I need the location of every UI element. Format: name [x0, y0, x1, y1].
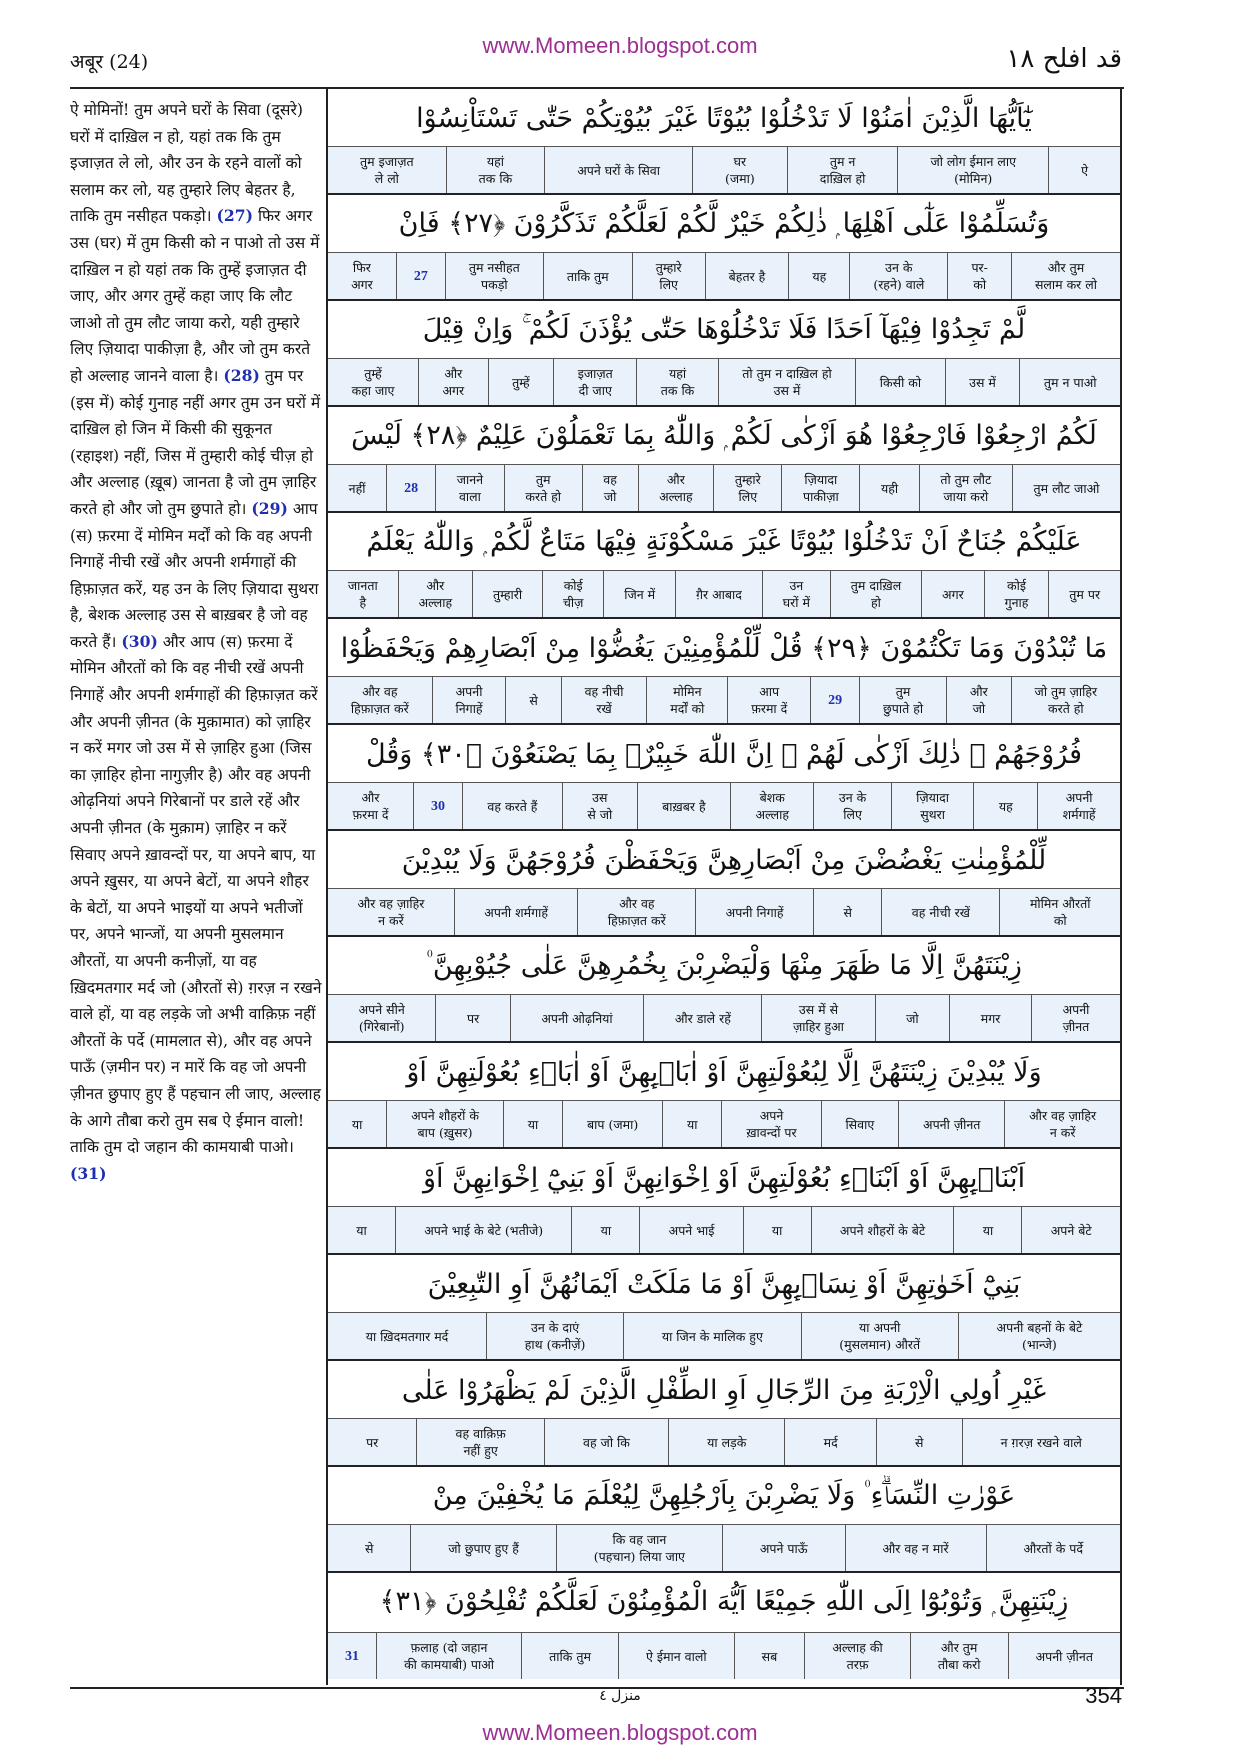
word-translation-row — [328, 782, 1120, 829]
word-meaning-cell: तुम्हारी — [472, 571, 542, 617]
word-meaning-cell: जानने वाला — [435, 465, 504, 511]
verse-number-cell: 30 — [413, 783, 462, 829]
translation-passage — [70, 500, 319, 651]
word-meaning-cell: वह नीची रखें — [561, 677, 647, 723]
arabic-line: فُرُوْجَهُمْ ۭ ذٰلِكَ اَزْكٰى لَهُمْ ۭ اِنَّ اللّٰهَ خَبِيْرٌۢ بِمَا يَصْنَعُوْنَ ﴿٣٠﴾ وَقُلْ — [365, 738, 1083, 770]
verse-line-block — [328, 1149, 1120, 1255]
word-meaning-cell: तुम दाख़िल हो — [830, 571, 921, 617]
word-meaning-cell: मोमिन मर्दों को — [646, 677, 727, 723]
hindi-translation-column — [70, 97, 322, 1187]
arabic-line: وَلَا يُبْدِيْنَ زِيْنَتَهُنَّ اِلَّا لِبُعُوْلَتِهِنَّ اَوْ اٰبَاۗىِٕهِنَّ اَوْ اٰبَاۗءِ بُعُوْلَتِهِنَّ اَوْ — [406, 1056, 1042, 1088]
word-meaning-cell: या — [953, 1207, 1021, 1253]
word-translation-row — [328, 1100, 1120, 1147]
word-meaning-cell: अपनी ज़ीनत — [898, 1101, 1004, 1147]
word-translation-row — [328, 1312, 1120, 1359]
translation-passage — [70, 633, 322, 1183]
word-meaning-cell: कि वह जान (पहचान) लिया जाए — [556, 1525, 722, 1571]
word-meaning-cell: बेहतर है — [705, 253, 789, 299]
verse-line-block — [328, 513, 1120, 619]
word-meaning-cell: और डाले रहें — [643, 995, 761, 1041]
word-meaning-cell: जो तुम ज़ाहिर करते हो — [1011, 677, 1120, 723]
word-meaning-cell: तुम लौट जाओ — [1012, 465, 1120, 511]
verse-line-block — [328, 1255, 1120, 1361]
word-meaning-cell: या — [743, 1207, 811, 1253]
word-meaning-cell: ताकि तुम — [521, 1633, 618, 1679]
word-meaning-cell: ऐ — [1048, 147, 1120, 193]
word-meaning-cell: पर- को — [947, 253, 1011, 299]
word-meaning-cell: औरतों के पर्दे — [986, 1525, 1120, 1571]
verse-line-block — [328, 1043, 1120, 1149]
word-meaning-cell: वह जो — [582, 465, 638, 511]
word-meaning-cell: और अल्लाह — [398, 571, 472, 617]
word-meaning-cell: फिर अगर — [351, 260, 373, 292]
word-meaning-cell: यह — [788, 253, 849, 299]
verse-line-block — [328, 195, 1120, 301]
word-meaning-cell: तुम न दाख़िल हो — [787, 147, 898, 193]
word-meaning-cell: से — [876, 1419, 962, 1465]
word-meaning-cell: अपने शौहरों के बेटे — [811, 1207, 954, 1253]
verse-number: (30) — [121, 631, 158, 651]
word-meaning-cell: जो लोग ईमान लाए (मोमिन) — [897, 147, 1048, 193]
verse-line-block — [328, 1573, 1120, 1679]
arabic-line: اَبْنَاۗىِٕهِنَّ اَوْ اَبْنَاۗءِ بُعُوْلَتِهِنَّ اَوْ اِخْوَانِهِنَّ اَوْ بَنِيْٓ اِخْوَانِهِنَّ اَوْ — [422, 1162, 1026, 1194]
arabic-line: زِيْنَتِهِنَّ ۭ وَتُوْبُوْٓا اِلَى اللّٰهِ جَمِيْعًا اَيُّهَ الْمُؤْمِنُوْنَ لَعَلَّكُمْ تُفْلِحُوْنَ ﴿٣١﴾ — [379, 1586, 1069, 1617]
word-meaning-cell: और अल्लाह — [638, 465, 714, 511]
word-meaning-cell: या — [503, 1101, 562, 1147]
word-meaning-cell: वह वाक़िफ़ नहीं हुए — [416, 1419, 543, 1465]
word-meaning-cell: जो छुपाए हुए हैं — [410, 1525, 556, 1571]
word-meaning-cell: ज़ियादा सुथरा — [891, 783, 974, 829]
verse-line-block — [328, 1467, 1120, 1573]
verse-number-cell: 29 — [810, 677, 859, 723]
translation-text: आप (स) फ़रमा दें मोमिन मर्दों को कि वह अपनी निगाहें नीची रखें और अपनी शर्मगाहों की हिफ़ाज़त करें, यह उन के लिए ज़ियादा सुथरा है, बेशक अल्लाह उस से बाख़बर है जो वह करते हैं। — [70, 499, 319, 651]
site-url-top[interactable]: www.Momeen.blogspot.com — [482, 33, 758, 58]
word-meaning-cell: तुम छुपाते हो — [859, 677, 946, 723]
word-meaning-cell: यहां तक कि — [446, 147, 545, 193]
verse-number: (31) — [70, 1163, 107, 1183]
word-meaning-cell: तुम इजाज़त ले लो — [360, 154, 414, 186]
word-translation-row — [328, 888, 1120, 935]
word-meaning-cell: अपने बेटे — [1021, 1207, 1120, 1253]
word-translation-row — [328, 994, 1120, 1041]
word-meaning-cell: तुम्हें — [488, 359, 554, 405]
word-meaning-cell: जो — [875, 995, 950, 1041]
word-meaning-cell: बाप (जमा) — [562, 1101, 662, 1147]
word-translation-row — [328, 1524, 1120, 1571]
word-meaning-cell: या लड़के — [668, 1419, 784, 1465]
verse-line-block — [328, 89, 1120, 195]
word-meaning-cell: तो तुम न दाख़िल हो उस में — [718, 359, 855, 405]
word-meaning-cell: और वह हिफ़ाज़त करें — [577, 889, 695, 935]
page-number: 354 — [1085, 1683, 1122, 1708]
word-meaning-cell: तुम्हारे लिए — [632, 253, 705, 299]
word-meaning-cell: ताकि तुम — [543, 253, 632, 299]
translation-text: और आप (स) फ़रमा दें मोमिन औरतों को कि वह नीची रखें अपनी निगाहें और अपनी शर्मगाहों की हिफ़ाज़त करें और अपनी ज़ीनत (के मुक़ामात) को ज़ाहिर न करें मगर जो उस में से ज़ाहिर हुआ (जिस का ज़ाहिर होना नागुज़ीर है) और वह अपनी ओढ़नियां अपने गिरेबानों पर डाले रहें और अपनी ज़ीनत (के मुक़ाम) ज़ाहिर न करें सिवाए अपने ख़ावन्दों पर, या अपने बाप, या अपने ख़ुसर, या अपने बेटों, या अपने शौहर के बेटों, या अपने भाइयों या अपने भतीजों पर, अपने भान्जों, या अपनी मुसलमान औरतों, या अपनी कनीज़ों, या वह ख़िदमतगार मर्द जो (औरतों से) ग़रज़ न रखने वाले हों, या वह लड़के जो अभी वाक़िफ़ नहीं औरतों के पर्दे (मामलात से), और वह अपने पाऊँ (ज़मीन पर) न मारें कि वह जो अपनी ज़ीनत छुपाए हुए हैं पहचान ली जाए, अल्लाह के आगे तौबा करो तुम सब ऐ ईमान वालो! ताकि तुम दो जहान की कामयाबी पाओ। — [70, 632, 322, 1157]
word-meaning-cell: अपने भाई के बेटे (भतीजे) — [395, 1207, 571, 1253]
word-meaning-cell: अपनी शर्मगाहें — [1037, 783, 1120, 829]
word-meaning-cell: उन के (रहने) वाले — [849, 253, 947, 299]
word-meaning-cell: अपने सीने (गिरेबानों) — [358, 1002, 405, 1034]
translation-passage — [70, 367, 320, 518]
verse-line-block — [328, 831, 1120, 937]
word-meaning-cell: अपने शौहरों के बाप (ख़ुसर) — [386, 1101, 503, 1147]
word-meaning-cell: नहीं — [348, 480, 366, 496]
site-url-bottom[interactable]: www.Momeen.blogspot.com — [482, 1720, 758, 1745]
translation-passage — [70, 207, 319, 385]
word-meaning-cell: से — [505, 677, 560, 723]
verse-number: (29) — [251, 498, 288, 518]
verse-number-cell: 27 — [396, 253, 445, 299]
word-meaning-cell: या — [356, 1222, 367, 1238]
word-meaning-cell: अपनी बहनों के बेटे (भान्जे) — [958, 1313, 1120, 1359]
word-meaning-cell: पर — [435, 995, 509, 1041]
verse-number: (28) — [223, 365, 260, 385]
word-meaning-cell: तुम्हें कहा जाए — [351, 366, 395, 398]
word-meaning-cell: या ख़िदमतगार मर्द — [365, 1328, 449, 1344]
word-meaning-cell: और जो — [946, 677, 1011, 723]
word-meaning-cell: या अपनी (मुसलमान) औरतें — [801, 1313, 958, 1359]
word-meaning-cell: और वह ज़ाहिर न करें — [1004, 1101, 1120, 1147]
verse-number: (27) — [216, 206, 253, 226]
word-meaning-cell: उस में से ज़ाहिर हुआ — [761, 995, 874, 1041]
arabic-line: زِيْنَتَهُنَّ اِلَّا مَا ظَهَرَ مِنْهَا وَلْيَضْرِبْنَ بِخُمُرِهِنَّ عَلٰى جُيُوْبِهِنَّ ۠ — [426, 950, 1022, 981]
word-meaning-cell: सिवाए — [821, 1101, 899, 1147]
word-meaning-cell: यही — [859, 465, 918, 511]
arabic-line: مَا تُبْدُوْنَ وَمَا تَكْتُمُوْنَ ﴿٢٩﴾ قُلْ لِّلْمُؤْمِنِيْنَ يَغُضُّوْا مِنْ اَبْصَارِهِمْ وَيَحْفَظُوْا — [340, 632, 1108, 664]
translation-text: ऐ मोमिनों! तुम अपने घरों के सिवा (दूसरे) घरों में दाख़िल न हो, यहां तक कि तुम इजाज़त ले लो, और उन के रहने वालों को सलाम कर लो, यह तुम्हारे लिए बेहतर है, ताकि तुम नसीहत पकड़ो। — [70, 101, 303, 226]
word-meaning-cell: और अगर — [418, 359, 488, 405]
word-meaning-cell: मोमिन औरतों को — [999, 889, 1120, 935]
word-meaning-cell: मर्द — [784, 1419, 875, 1465]
verse-line-block — [328, 725, 1120, 831]
word-meaning-cell: तुम पर — [1048, 571, 1120, 617]
word-translation-row — [328, 1418, 1120, 1465]
arabic-word-by-word-column — [326, 89, 1122, 1685]
word-meaning-cell: अपनी ओढ़नियां — [510, 995, 643, 1041]
word-translation-row — [328, 1206, 1120, 1253]
word-meaning-cell: यहां तक कि — [636, 359, 718, 405]
arabic-line: لَكُمُ ارْجِعُوْا فَارْجِعُوْا هُوَ اَزْكٰى لَكُمْ ۭ وَاللّٰهُ بِمَا تَعْمَلُوْنَ عَلِيْمٌ ﴿٢٨﴾ لَيْسَ — [351, 420, 1097, 451]
word-meaning-cell: और वह ज़ाहिर न करें — [357, 896, 425, 928]
word-meaning-cell: अपनी निगाहें — [695, 889, 813, 935]
word-meaning-cell: यह — [973, 783, 1037, 829]
word-meaning-cell: अपने ख़ावन्दों पर — [721, 1101, 820, 1147]
page-frame — [70, 87, 1124, 1689]
word-meaning-cell: किसी को — [855, 359, 944, 405]
word-meaning-cell: इजाज़त दी जाए — [553, 359, 636, 405]
word-meaning-cell: फ़लाह (दो जहान की कामयाबी) पाओ — [376, 1633, 521, 1679]
translation-text: तुम पर (इस में) कोई गुनाह नहीं अगर तुम उन घरों में दाख़िल हो जिन में किसी की सुकूनत (रहाइश) नहीं, जिस में तुम्हारी कोई चीज़ हो और अल्लाह (ख़ूब) जानता है जो तुम ज़ाहिर करते हो और जो तुम छुपाते हो। — [70, 366, 321, 518]
word-meaning-cell: और वह हिफ़ाज़त करें — [350, 684, 409, 716]
word-meaning-cell: अपने घरों के सिवा — [544, 147, 692, 193]
word-meaning-cell: पर — [366, 1434, 379, 1450]
arabic-line: عَلَيْكُمْ جُنَاحٌ اَنْ تَدْخُلُوْا بُيُوْتًا غَيْرَ مَسْكُوْنَةٍ فِيْهَا مَتَاعٌ لَّكُمْ ۭ وَاللّٰهُ يَعْلَمُ — [366, 526, 1082, 557]
word-meaning-cell: उन घरों में — [762, 571, 830, 617]
verse-number-cell: 28 — [386, 465, 435, 511]
word-translation-row — [328, 358, 1120, 405]
word-translation-row — [328, 252, 1120, 299]
word-meaning-cell: अल्लाह की तरफ़ — [804, 1633, 909, 1679]
word-meaning-cell: बेशक अल्लाह — [730, 783, 813, 829]
word-meaning-cell: जानता है — [347, 578, 378, 610]
word-meaning-cell: अपनी निगाहें — [432, 677, 506, 723]
word-meaning-cell: या — [351, 1116, 363, 1132]
word-meaning-cell: तुम करते हो — [504, 465, 582, 511]
word-translation-row — [328, 1632, 1120, 1679]
arabic-line: لِّلْمُؤْمِنٰتِ يَغْضُضْنَ مِنْ اَبْصَارِهِنَّ وَيَحْفَظْنَ فُرُوْجَهُنَّ وَلَا يُبْدِيْنَ — [401, 844, 1047, 876]
verse-line-block — [328, 619, 1120, 725]
word-translation-row — [328, 464, 1120, 511]
word-meaning-cell: और तुम तौबा करो — [910, 1633, 1008, 1679]
word-meaning-cell: उन के दाएं हाथ (कनीज़ें) — [486, 1313, 623, 1359]
verse-line-block — [328, 1361, 1120, 1467]
arabic-line: يٰٓاَيُّهَا الَّذِيْنَ اٰمَنُوْا لَا تَدْخُلُوْا بُيُوْتًا غَيْرَ بُيُوْتِكُمْ حَتّٰى تَسْتَاْنِسُوْا — [416, 102, 1032, 134]
word-meaning-cell: ऐ ईमान वालो — [618, 1633, 734, 1679]
word-meaning-cell: सब — [734, 1633, 805, 1679]
verse-line-block — [328, 407, 1120, 513]
word-meaning-cell: तुम्हारे लिए — [713, 465, 781, 511]
word-meaning-cell: अपनी ज़ीनत — [1008, 1633, 1120, 1679]
word-meaning-cell: उस से जो — [562, 783, 637, 829]
word-meaning-cell: जिन में — [603, 571, 675, 617]
translation-text: फिर अगर उस (घर) में तुम किसी को न पाओ तो उस में दाख़िल न हो यहां तक कि तुम्हें इजाज़त दी जाए, और अगर तुम्हें कहा जाए कि लौट जाओ तो तुम लौट जाया करो, यही तुम्हारे लिए ज़ियादा पाकीज़ा है, और जो तुम करते हो अल्लाह जानने वाला है। — [70, 207, 320, 385]
arabic-line: وَتُسَلِّمُوْا عَلٰٓى اَهْلِهَا ۭ ذٰلِكُمْ خَيْرٌ لَّكُمْ لَعَلَّكُمْ تَذَكَّرُوْنَ ﴿٢٧﴾ فَاِنْ — [398, 208, 1050, 239]
verse-line-block — [328, 301, 1120, 407]
word-meaning-cell: और फ़रमा दें — [352, 790, 389, 822]
word-meaning-cell: और वह न मारें — [845, 1525, 986, 1571]
verse-line-block — [328, 937, 1120, 1043]
word-meaning-cell: वह जो कि — [544, 1419, 668, 1465]
word-meaning-cell: उन के लिए — [813, 783, 890, 829]
arabic-line: عَوْرٰتِ النِّسَاۗءِ ۠ وَلَا يَضْرِبْنَ بِاَرْجُلِهِنَّ لِيُعْلَمَ مَا يُخْفِيْنَ مِنْ — [432, 1480, 1016, 1511]
word-meaning-cell: घर (जमा) — [692, 147, 787, 193]
word-translation-row — [328, 676, 1120, 723]
word-meaning-cell: से — [813, 889, 881, 935]
word-meaning-cell: कोई गुनाह — [984, 571, 1049, 617]
juz-header-right: قد افلح ١٨ — [1006, 44, 1122, 74]
word-meaning-cell: अपने भाई — [639, 1207, 742, 1253]
manzil-label: منزل ٤ — [599, 1688, 641, 1704]
word-meaning-cell: ग़ैर आबाद — [675, 571, 762, 617]
word-meaning-cell: न ग़रज़ रखने वाले — [962, 1419, 1120, 1465]
word-meaning-cell: बाख़बर है — [637, 783, 730, 829]
arabic-line: لَّمْ تَجِدُوْا فِيْهَآ اَحَدًا فَلَا تَدْخُلُوْهَا حَتّٰى يُؤْذَنَ لَكُمْ ۚ وَاِنْ قِيْلَ — [422, 314, 1026, 345]
word-meaning-cell: आप फ़रमा दें — [727, 677, 810, 723]
word-meaning-cell: वह नीची रखें — [881, 889, 999, 935]
word-translation-row — [328, 146, 1120, 193]
word-meaning-cell: या — [662, 1101, 721, 1147]
word-meaning-cell: उस में — [945, 359, 1020, 405]
arabic-line: غَيْرِ اُولِي الْاِرْبَةِ مِنَ الرِّجَالِ اَوِ الطِّفْلِ الَّذِيْنَ لَمْ يَظْهَرُوْا عَلٰى — [401, 1374, 1047, 1406]
word-meaning-cell: अपनी शर्मगाहें — [454, 889, 578, 935]
word-meaning-cell: या जिन के मालिक हुए — [623, 1313, 800, 1359]
surah-header-left: अबूर (24) — [70, 51, 149, 73]
word-meaning-cell: या — [571, 1207, 639, 1253]
word-meaning-cell: और तुम सलाम कर लो — [1011, 253, 1120, 299]
word-meaning-cell: मगर — [949, 995, 1031, 1041]
word-meaning-cell: तो तुम लौट जाया करो — [919, 465, 1012, 511]
arabic-line: بَنِيْٓ اَخَوٰتِهِنَّ اَوْ نِسَاۗىِٕهِنَّ اَوْ مَا مَلَكَتْ اَيْمَانُهُنَّ اَوِ التّٰبِعِيْنَ — [427, 1268, 1021, 1300]
word-meaning-cell: अपने पाऊँ — [722, 1525, 845, 1571]
word-meaning-cell: से — [364, 1540, 374, 1556]
word-meaning-cell: वह करते हैं — [462, 783, 562, 829]
word-meaning-cell: तुम नसीहत पकड़ो — [445, 253, 543, 299]
verse-number-cell: 31 — [345, 1648, 360, 1664]
word-meaning-cell: कोई चीज़ — [542, 571, 603, 617]
word-meaning-cell: ज़ियादा पाकीज़ा — [781, 465, 859, 511]
word-meaning-cell: तुम न पाओ — [1019, 359, 1120, 405]
word-meaning-cell: अपनी ज़ीनत — [1031, 995, 1120, 1041]
word-meaning-cell: अगर — [921, 571, 984, 617]
word-translation-row — [328, 570, 1120, 617]
